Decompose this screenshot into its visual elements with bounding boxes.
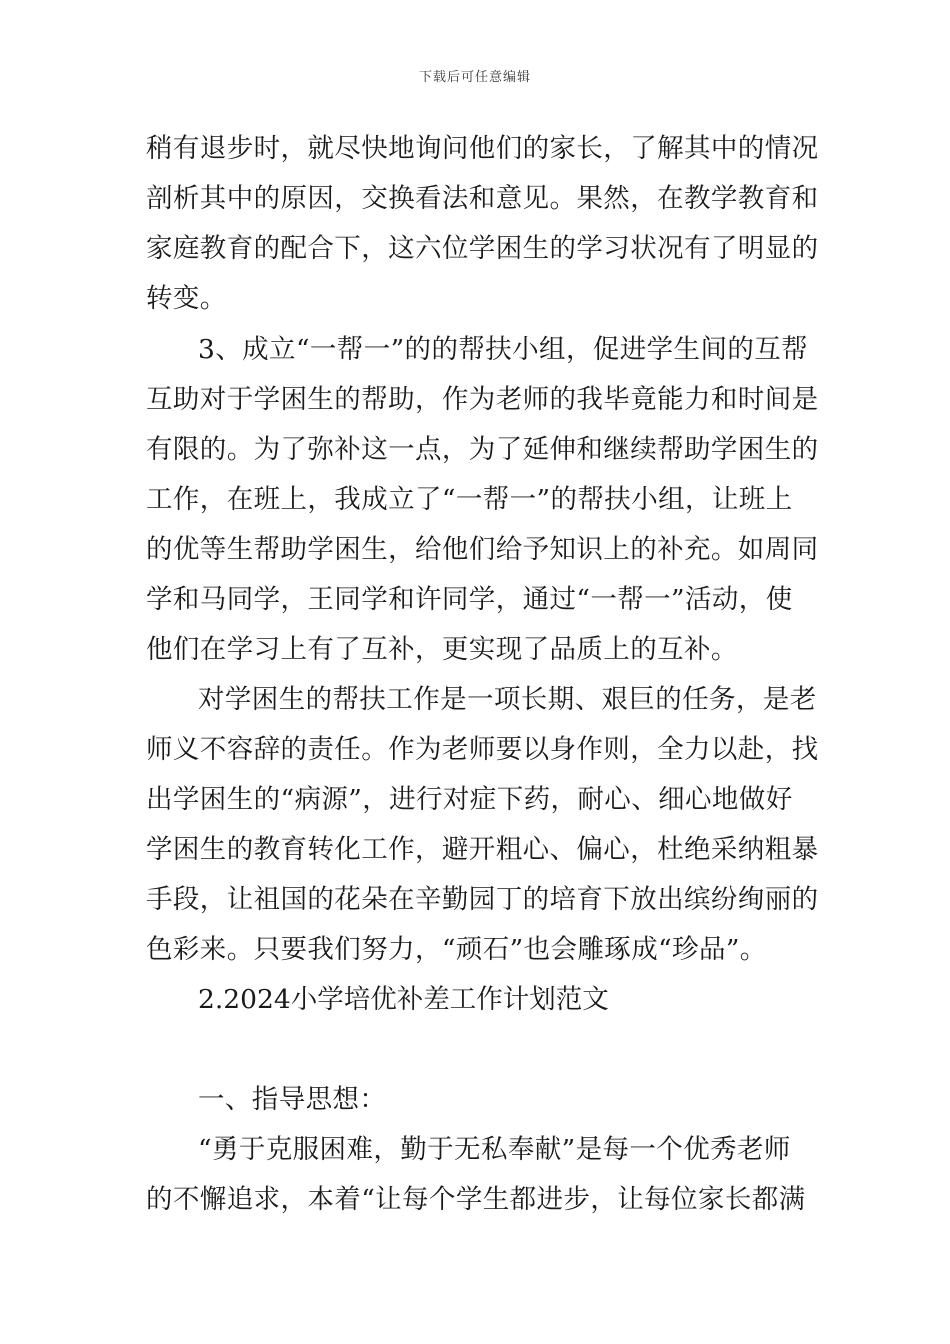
text-line: 转变。 — [146, 283, 227, 314]
text-line: 3、成立“一帮一”的的帮扶小组，促进学生间的互帮 — [198, 334, 809, 365]
text-line: 师义不容辞的责任。作为老师要以身作则，全力以赴，找 — [146, 734, 819, 765]
text-line: 互助对于学困生的帮助，作为老师的我毕竟能力和时间是 — [146, 384, 819, 415]
text-line: “勇于克服困难，勤于无私奉献”是每一个优秀老师 — [198, 1134, 791, 1165]
text-line: 他们在学习上有了互补，更实现了品质上的互补。 — [146, 634, 738, 665]
text-line: 出学困生的“病源”，进行对症下药，耐心、细心地做好 — [146, 784, 793, 815]
text-line: 稍有退步时，就尽快地询问他们的家长，了解其中的情况 — [146, 133, 819, 164]
page-header: 下载后可任意编辑 — [418, 70, 531, 85]
text-line: 家庭教育的配合下，这六位学困生的学习状况有了明显的 — [146, 233, 819, 264]
text-line: 手段，让祖国的花朵在辛勤园丁的培育下放出缤纷绚丽的 — [146, 884, 819, 915]
text-line: 的优等生帮助学困生，给他们给予知识上的补充。如周同 — [146, 534, 819, 565]
text-line: 的不懈追求，本着“让每个学生都进步，让每位家长都满 — [146, 1184, 806, 1215]
text-line: 剖析其中的原因，交换看法和意见。果然，在教学教育和 — [146, 183, 819, 214]
text-line: 色彩来。只要我们努力，“顽石”也会雕琢成“珍品”。 — [146, 934, 767, 965]
text-line: 学和马同学，王同学和许同学，通过“一帮一”活动，使 — [146, 584, 793, 615]
text-line: 学困生的教育转化工作，避开粗心、偏心，杜绝采纳粗暴 — [146, 834, 819, 865]
section-heading: 2.2024小学培优补差工作计划范文 — [198, 984, 609, 1015]
text-line: 工作，在班上，我成立了“一帮一”的帮扶小组，让班上 — [146, 484, 793, 515]
text-line: 有限的。为了弥补这一点，为了延伸和继续帮助学困生的 — [146, 434, 819, 465]
text-line: 对学困生的帮扶工作是一项长期、艰巨的任务，是老 — [198, 684, 817, 715]
subsection-heading: 一、指导思想： — [198, 1084, 387, 1115]
